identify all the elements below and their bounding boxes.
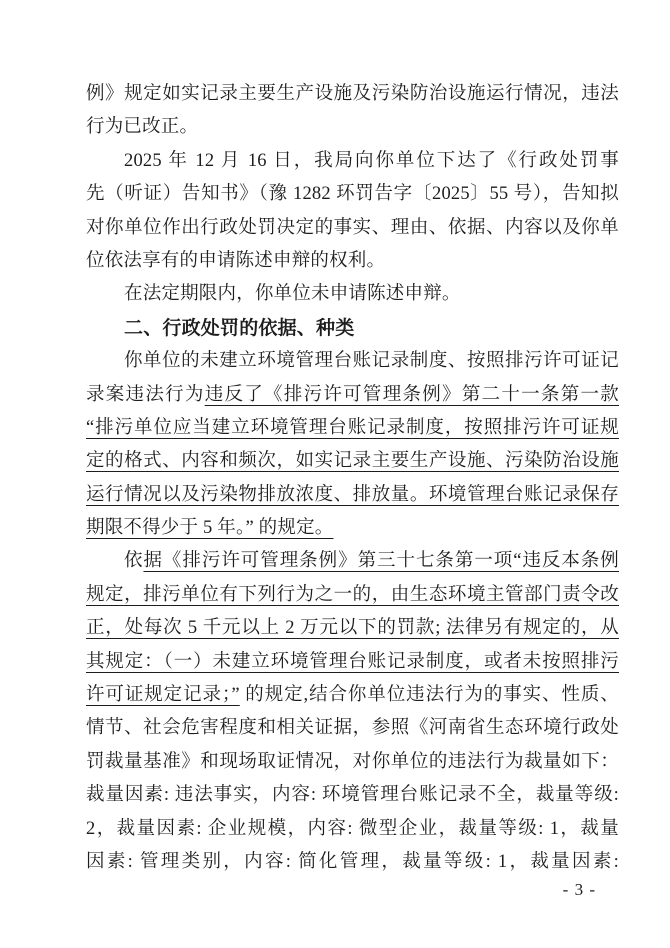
underlined-text-segment: 据《排污许可管理条例》第三十七条第一项“违反本条例 <box>143 551 619 572</box>
underlined-text-segment: 期限不得少于 5 年。” 的规定。 <box>86 518 334 539</box>
text-line <box>86 712 619 745</box>
text-line <box>86 679 619 712</box>
underlined-text-segment: 规定，排污单位有下列行为之一的，由生态环境主管部门责令改 <box>86 584 619 605</box>
text-line <box>86 379 619 412</box>
text-segment: 情节、社会危害程度和相关证据，参照《河南省生态环境行政处 <box>86 718 619 739</box>
text-segment: 在法定期限内，你单位未申请陈述申辩。 <box>124 284 461 305</box>
text-segment: 你单位的未建立环境管理台账记录制度、按照排污许可证记 <box>124 351 619 372</box>
underlined-text-segment: 许可证规定记录；” <box>86 685 240 706</box>
text-line <box>86 813 619 846</box>
underlined-text-segment: 违反了《排污许可管理条例》第二十一条第一款 <box>204 384 619 405</box>
underlined-text-segment: 正，处每次 5 千元以上 2 万元以下的罚款; 法律另有规定的，从 <box>86 618 619 639</box>
text-segment: 例》规定如实记录主要生产设施及污染防治设施运行情况，违法 <box>86 84 619 104</box>
text-segment: 录案违法行为 <box>86 384 205 405</box>
text-segment: 位依法享有的申请陈述申辩的权利。 <box>86 250 386 271</box>
text-segment: 裁量因素: 违法事实，内容: 环境管理台账记录不全，裁量等级: <box>86 785 619 806</box>
text-line <box>86 579 619 612</box>
text-line <box>86 779 619 812</box>
text-line <box>86 479 619 512</box>
underlined-text-segment: 其规定：（一）未建立环境管理台账记录制度，或者未按照排污 <box>86 651 619 672</box>
text-line <box>86 445 619 478</box>
text-segment: 依 <box>124 551 144 572</box>
text-segment: 行为已改正。 <box>86 117 199 138</box>
text-line <box>86 412 619 445</box>
text-line <box>86 245 619 278</box>
text-segment: 对你单位作出行政处罚决定的事实、理由、依据、内容以及你单 <box>86 217 619 238</box>
text-segment: 罚裁量基准》和现场取证情况，对你单位的违法行为裁量如下： <box>86 751 619 772</box>
text-line <box>86 846 619 879</box>
text-line <box>86 545 619 578</box>
text-segment: 因素: 管理类别，内容: 简化管理，裁量等级: 1，裁量因素: <box>86 851 619 872</box>
underlined-text-segment: “排污单位应当建立环境管理台账记录制度，按照排污许可证规 <box>86 417 619 438</box>
text-segment: 二、行政处罚的依据、种类 <box>124 317 355 339</box>
text-segment: 2，裁量因素: 企业规模，内容: 微型企业，裁量等级: 1，裁量 <box>86 818 619 839</box>
page-number: - 3 - <box>562 880 596 899</box>
text-line <box>86 145 619 178</box>
underlined-text-segment: 定的格式、内容和频次，如实记录主要生产设施、污染防治设施 <box>86 451 619 472</box>
text-segment: 的规定,结合你单位违法行为的事实、性质、 <box>239 685 619 706</box>
text-line <box>86 646 619 679</box>
document-body <box>86 78 619 879</box>
section-heading <box>86 312 619 345</box>
text-line <box>86 746 619 779</box>
text-line <box>86 612 619 645</box>
text-segment: 先（听证）告知书》（豫 1282 环罚告字〔2025〕55 号），告知拟 <box>86 184 619 205</box>
text-line <box>86 178 619 211</box>
text-line <box>86 111 619 144</box>
underlined-text-segment: 运行情况以及污染物排放浓度、排放量。环境管理台账记录保存 <box>86 484 619 505</box>
text-line <box>86 345 619 378</box>
text-line <box>86 78 619 111</box>
text-line <box>86 212 619 245</box>
text-line <box>86 278 619 311</box>
text-segment: 2025 年 12 月 16 日，我局向你单位下达了《行政处罚事 <box>124 150 619 171</box>
text-line <box>86 512 619 545</box>
